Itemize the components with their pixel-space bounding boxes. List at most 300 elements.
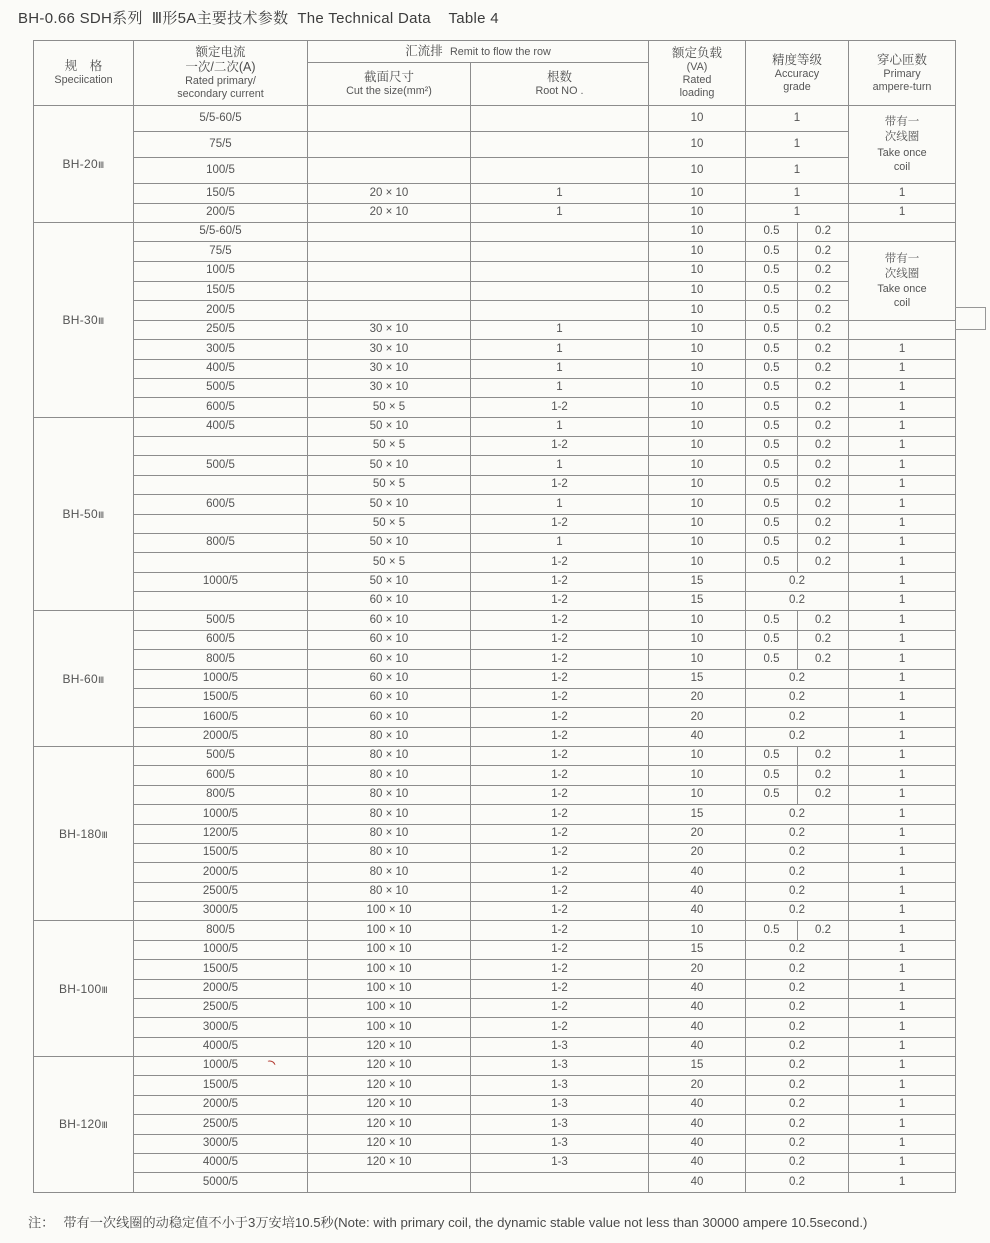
cell-accuracy-02: 0.2 <box>798 921 849 940</box>
cell-accuracy: 0.2 <box>746 1076 849 1095</box>
cell-accuracy-02: 0.2 <box>798 747 849 766</box>
cell-turns: 1 <box>849 417 956 436</box>
cell-turns: 1 <box>849 688 956 707</box>
col-header-spec <box>34 41 134 106</box>
spec-form-numeral: Ⅲ <box>101 829 108 840</box>
cell-current: 250/5 <box>134 320 308 339</box>
cell-root: 1-3 <box>471 1095 649 1114</box>
cell-root: 1-2 <box>471 843 649 862</box>
cell-size: 20 × 10 <box>308 203 471 222</box>
cell-size: 50 × 5 <box>308 475 471 494</box>
cell-root: 1-2 <box>471 998 649 1017</box>
technical-data-table <box>33 40 956 1193</box>
cell-turns: 1 <box>849 1018 956 1037</box>
table-row <box>34 158 956 184</box>
spec-label: BH-60 <box>62 671 98 686</box>
cell-current: 3000/5 <box>134 1134 308 1153</box>
col-header-turns-en1: Primary <box>883 67 921 80</box>
cell-accuracy-05: 0.5 <box>746 456 798 475</box>
table-row <box>34 1057 956 1076</box>
cell-size: 50 × 10 <box>308 495 471 514</box>
cell-va: 40 <box>649 1134 746 1153</box>
cell-root: 1-2 <box>471 708 649 727</box>
cell-accuracy-05: 0.5 <box>746 921 798 940</box>
cell-accuracy-05: 0.5 <box>746 223 798 242</box>
cell-root: 1-2 <box>471 572 649 591</box>
col-header-root-en: Root NO . <box>535 85 584 98</box>
cell-size: 20 × 10 <box>308 184 471 203</box>
cell-turns: 1 <box>849 456 956 475</box>
col-header-spec-zh: 规 格 <box>64 59 103 74</box>
cell-turns: 1 <box>849 437 956 456</box>
cell-turns: 1 <box>849 553 956 572</box>
cell-root: 1-3 <box>471 1037 649 1056</box>
cell-turns: 1 <box>849 630 956 649</box>
cell-va: 10 <box>649 223 746 242</box>
table-row <box>34 785 956 804</box>
cell-va: 10 <box>649 378 746 397</box>
cell-accuracy: 0.2 <box>746 979 849 998</box>
cell-size: 50 × 10 <box>308 456 471 475</box>
table-row <box>34 921 956 940</box>
col-header-accuracy <box>746 41 849 106</box>
cell-root <box>471 301 649 321</box>
cell-size: 30 × 10 <box>308 340 471 359</box>
cell-accuracy-02: 0.2 <box>798 398 849 417</box>
cell-turns: 1 <box>849 611 956 630</box>
table-row <box>34 437 956 456</box>
table-row <box>34 242 956 262</box>
table-row <box>34 1076 956 1095</box>
cell-va: 10 <box>649 553 746 572</box>
cell-va: 10 <box>649 132 746 158</box>
cell-current: 400/5 <box>134 359 308 378</box>
cell-va: 10 <box>649 242 746 262</box>
col-header-size-en: Cut the size(mm²) <box>346 85 432 98</box>
cell-turns: 1 <box>849 785 956 804</box>
cell-root: 1 <box>471 359 649 378</box>
cell-size: 120 × 10 <box>308 1037 471 1056</box>
cell-accuracy-05: 0.5 <box>746 242 798 262</box>
cell-current: 2000/5 <box>134 727 308 746</box>
cell-turns: 1 <box>849 1057 956 1076</box>
cell-size: 30 × 10 <box>308 378 471 397</box>
cell-current: 600/5 <box>134 630 308 649</box>
cell-va: 15 <box>649 1057 746 1076</box>
cell-accuracy-02: 0.2 <box>798 262 849 282</box>
cell-root <box>471 132 649 158</box>
table-row <box>34 611 956 630</box>
spec-label: BH-30 <box>62 312 98 327</box>
cell-size: 60 × 10 <box>308 650 471 669</box>
cell-size: 60 × 10 <box>308 611 471 630</box>
cell-size: 50 × 5 <box>308 514 471 533</box>
cell-size: 80 × 10 <box>308 882 471 901</box>
cell-va: 40 <box>649 1018 746 1037</box>
cell-accuracy-05: 0.5 <box>746 359 798 378</box>
cell-turns: 1 <box>849 805 956 824</box>
cell-root: 1-2 <box>471 437 649 456</box>
spec-label: BH-120 <box>58 1117 102 1132</box>
cell-va: 20 <box>649 824 746 843</box>
cell-accuracy: 0.2 <box>746 882 849 901</box>
cell-accuracy: 0.2 <box>746 1115 849 1134</box>
cell-size: 100 × 10 <box>308 1018 471 1037</box>
cell-accuracy: 1 <box>746 132 849 158</box>
cell-size: 100 × 10 <box>308 940 471 959</box>
cell-root: 1 <box>471 203 649 222</box>
cell-va: 40 <box>649 1153 746 1172</box>
cell-root: 1-2 <box>471 650 649 669</box>
cell-turns: 1 <box>849 650 956 669</box>
cell-accuracy-05: 0.5 <box>746 766 798 785</box>
cell-current <box>134 553 308 572</box>
col-header-accuracy-zh: 精度等级 <box>772 52 823 67</box>
cell-va: 20 <box>649 688 746 707</box>
spec-label: BH-20 <box>62 156 98 171</box>
cell-turns <box>849 320 956 339</box>
cell-root: 1 <box>471 456 649 475</box>
cell-current: 1000/5 <box>134 805 308 824</box>
table-row <box>34 533 956 552</box>
cell-va: 10 <box>649 184 746 203</box>
table-row <box>34 203 956 222</box>
col-header-va-zh1: 额定负载 <box>671 46 722 61</box>
cell-size: 60 × 10 <box>308 669 471 688</box>
header-row-top <box>34 41 956 63</box>
cell-turns: 1 <box>849 184 956 203</box>
spec-label: BH-50 <box>62 506 98 521</box>
cell-accuracy-02: 0.2 <box>798 359 849 378</box>
cell-turns: 1 <box>849 766 956 785</box>
cell-accuracy-05: 0.5 <box>746 514 798 533</box>
cell-accuracy: 0.2 <box>746 1095 849 1114</box>
cell-current: 800/5 <box>134 785 308 804</box>
cell-accuracy: 0.2 <box>746 572 849 591</box>
cell-va: 10 <box>649 456 746 475</box>
cell-current: 2500/5 <box>134 998 308 1017</box>
cell-turns <box>849 223 956 242</box>
cell-accuracy-05: 0.5 <box>746 398 798 417</box>
cell-size: 80 × 10 <box>308 843 471 862</box>
cell-accuracy-02: 0.2 <box>798 630 849 649</box>
cell-va: 10 <box>649 533 746 552</box>
cell-accuracy: 1 <box>746 158 849 184</box>
col-header-va-zh2: (VA) <box>686 61 708 74</box>
cell-root: 1 <box>471 533 649 552</box>
cell-turns: 1 <box>849 882 956 901</box>
cell-turns: 1 <box>849 592 956 611</box>
cell-accuracy-02: 0.2 <box>798 340 849 359</box>
table-row <box>34 688 956 707</box>
cell-size: 80 × 10 <box>308 863 471 882</box>
cell-turns: 1 <box>849 1153 956 1172</box>
cell-turns: 1 <box>849 378 956 397</box>
cell-va: 10 <box>649 766 746 785</box>
cell-size <box>308 1173 471 1193</box>
cell-size: 100 × 10 <box>308 902 471 921</box>
cell-size: 50 × 10 <box>308 533 471 552</box>
table-row <box>34 650 956 669</box>
cell-root: 1-2 <box>471 630 649 649</box>
cell-accuracy: 0.2 <box>746 1134 849 1153</box>
cell-current: 2500/5 <box>134 882 308 901</box>
cell-accuracy-02: 0.2 <box>798 223 849 242</box>
col-header-current <box>134 41 308 106</box>
cell-va: 10 <box>649 262 746 282</box>
col-header-root <box>471 63 649 106</box>
table-row <box>34 320 956 339</box>
cell-current <box>134 475 308 494</box>
cell-current <box>134 592 308 611</box>
cell-va: 10 <box>649 359 746 378</box>
cell-current: 400/5 <box>134 417 308 436</box>
table-row <box>34 398 956 417</box>
cell-va: 20 <box>649 708 746 727</box>
cell-va: 10 <box>649 437 746 456</box>
table-row <box>34 1037 956 1056</box>
cell-root <box>471 281 649 301</box>
cell-size: 100 × 10 <box>308 921 471 940</box>
cell-accuracy-05: 0.5 <box>746 281 798 301</box>
cell-accuracy-05: 0.5 <box>746 785 798 804</box>
table-row <box>34 184 956 203</box>
cell-root: 1 <box>471 495 649 514</box>
cell-size: 120 × 10 <box>308 1115 471 1134</box>
cell-size: 50 × 10 <box>308 417 471 436</box>
cell-accuracy-02: 0.2 <box>798 650 849 669</box>
primary-coil-note: 带有一 次线圈 Take once coil <box>877 252 927 310</box>
cell-accuracy: 1 <box>746 184 849 203</box>
cell-size: 80 × 10 <box>308 766 471 785</box>
cell-va: 40 <box>649 863 746 882</box>
cell-turns-coil <box>849 106 956 184</box>
table-row <box>34 1153 956 1172</box>
cell-root: 1-2 <box>471 669 649 688</box>
cell-root: 1-2 <box>471 785 649 804</box>
cell-current: 500/5 <box>134 456 308 475</box>
cell-current: 3000/5 <box>134 1018 308 1037</box>
cell-accuracy-02: 0.2 <box>798 456 849 475</box>
cell-size: 50 × 5 <box>308 437 471 456</box>
col-header-current-zh1: 额定电流 <box>195 45 246 60</box>
cell-root <box>471 106 649 132</box>
cell-va: 10 <box>649 106 746 132</box>
cell-root: 1-2 <box>471 921 649 940</box>
cell-accuracy-02: 0.2 <box>798 533 849 552</box>
table-row <box>34 592 956 611</box>
cell-turns: 1 <box>849 1037 956 1056</box>
cell-size: 30 × 10 <box>308 320 471 339</box>
cell-root: 1-2 <box>471 592 649 611</box>
cell-accuracy-05: 0.5 <box>746 533 798 552</box>
cell-size: 50 × 5 <box>308 398 471 417</box>
cell-root: 1-2 <box>471 1018 649 1037</box>
table-row <box>34 882 956 901</box>
cell-current: 1000/5 <box>134 669 308 688</box>
cell-va: 10 <box>649 203 746 222</box>
cell-size <box>308 281 471 301</box>
cell-size: 60 × 10 <box>308 688 471 707</box>
cell-root: 1-2 <box>471 863 649 882</box>
cell-size <box>308 301 471 321</box>
cell-root: 1-2 <box>471 688 649 707</box>
cell-accuracy: 0.2 <box>746 669 849 688</box>
cell-accuracy-05: 0.5 <box>746 437 798 456</box>
cell-turns: 1 <box>849 727 956 746</box>
cell-current: 4000/5 <box>134 1153 308 1172</box>
table-row <box>34 301 956 321</box>
cell-turns: 1 <box>849 1076 956 1095</box>
col-header-busbar-zh: 汇流排 <box>405 43 443 58</box>
table-row <box>34 378 956 397</box>
cell-size <box>308 158 471 184</box>
cell-accuracy: 0.2 <box>746 708 849 727</box>
cell-root <box>471 1173 649 1193</box>
cell-current: 200/5 <box>134 203 308 222</box>
cell-size: 80 × 10 <box>308 824 471 843</box>
cell-accuracy-02: 0.2 <box>798 553 849 572</box>
cell-va: 10 <box>649 495 746 514</box>
cell-root: 1-2 <box>471 940 649 959</box>
cell-size: 120 × 10 <box>308 1076 471 1095</box>
cell-current: 600/5 <box>134 398 308 417</box>
table-row <box>34 630 956 649</box>
cell-size: 30 × 10 <box>308 359 471 378</box>
col-header-turns-en2: ampere-turn <box>872 80 932 93</box>
cell-current: 5/5-60/5 <box>134 106 308 132</box>
cell-accuracy-05: 0.5 <box>746 378 798 397</box>
cell-spec <box>34 1057 134 1193</box>
cell-current: 1000/5 <box>134 940 308 959</box>
cell-root: 1-3 <box>471 1153 649 1172</box>
cell-turns: 1 <box>849 1134 956 1153</box>
cell-accuracy: 0.2 <box>746 824 849 843</box>
cell-current: 1500/5 <box>134 843 308 862</box>
cell-va: 10 <box>649 611 746 630</box>
cell-spec <box>34 747 134 921</box>
cell-va: 20 <box>649 960 746 979</box>
cell-current: 75/5 <box>134 242 308 262</box>
cell-turns-coil <box>849 242 956 320</box>
cell-turns: 1 <box>849 979 956 998</box>
cell-turns: 1 <box>849 340 956 359</box>
table-row <box>34 960 956 979</box>
cell-va: 10 <box>649 650 746 669</box>
table-row <box>34 223 956 242</box>
cell-current: 800/5 <box>134 650 308 669</box>
cell-current: 4000/5 <box>134 1037 308 1056</box>
cell-accuracy-05: 0.5 <box>746 495 798 514</box>
cell-turns: 1 <box>849 572 956 591</box>
scan-artifact-line <box>955 307 986 308</box>
cell-turns: 1 <box>849 398 956 417</box>
cell-accuracy: 1 <box>746 203 849 222</box>
cell-accuracy-05: 0.5 <box>746 611 798 630</box>
col-header-spec-en: Speciication <box>54 74 113 87</box>
cell-accuracy: 0.2 <box>746 805 849 824</box>
cell-va: 10 <box>649 301 746 321</box>
cell-spec <box>34 417 134 611</box>
cell-va: 15 <box>649 592 746 611</box>
cell-accuracy: 0.2 <box>746 1173 849 1193</box>
cell-root: 1-2 <box>471 611 649 630</box>
cell-root: 1 <box>471 320 649 339</box>
cell-root: 1 <box>471 340 649 359</box>
scan-artifact-line <box>985 307 986 330</box>
table-row <box>34 262 956 282</box>
table-row <box>34 979 956 998</box>
cell-size: 120 × 10 <box>308 1057 471 1076</box>
scan-artifact-line <box>955 329 986 330</box>
cell-root: 1-2 <box>471 514 649 533</box>
cell-accuracy-02: 0.2 <box>798 281 849 301</box>
cell-size: 80 × 10 <box>308 727 471 746</box>
cell-size <box>308 106 471 132</box>
footnote <box>28 1212 867 1231</box>
cell-turns: 1 <box>849 747 956 766</box>
cell-accuracy-02: 0.2 <box>798 301 849 321</box>
cell-accuracy: 0.2 <box>746 960 849 979</box>
cell-size: 80 × 10 <box>308 785 471 804</box>
cell-root: 1-3 <box>471 1115 649 1134</box>
cell-current: 100/5 <box>134 262 308 282</box>
cell-va: 10 <box>649 398 746 417</box>
cell-current: 2000/5 <box>134 1095 308 1114</box>
cell-root: 1-3 <box>471 1076 649 1095</box>
cell-va: 20 <box>649 843 746 862</box>
col-header-turns <box>849 41 956 106</box>
cell-turns: 1 <box>849 1115 956 1134</box>
cell-va: 15 <box>649 669 746 688</box>
cell-accuracy-02: 0.2 <box>798 611 849 630</box>
cell-accuracy-05: 0.5 <box>746 553 798 572</box>
cell-turns: 1 <box>849 359 956 378</box>
cell-turns: 1 <box>849 495 956 514</box>
cell-accuracy-05: 0.5 <box>746 650 798 669</box>
cell-turns: 1 <box>849 533 956 552</box>
cell-size: 100 × 10 <box>308 979 471 998</box>
cell-accuracy-05: 0.5 <box>746 747 798 766</box>
spec-label: BH-100 <box>58 981 102 996</box>
cell-turns: 1 <box>849 669 956 688</box>
cell-root <box>471 262 649 282</box>
table-row <box>34 572 956 591</box>
cell-va: 40 <box>649 1095 746 1114</box>
cell-turns: 1 <box>849 960 956 979</box>
cell-current: 300/5 <box>134 340 308 359</box>
cell-accuracy-05: 0.5 <box>746 340 798 359</box>
cell-current: 5/5-60/5 <box>134 223 308 242</box>
col-header-busbar-en: Remit to flow the row <box>449 45 551 58</box>
cell-spec <box>34 223 134 418</box>
table-row <box>34 727 956 746</box>
cell-current: 2500/5 <box>134 1115 308 1134</box>
cell-current: 2000/5 <box>134 979 308 998</box>
col-header-current-en1: Rated primary/ <box>185 75 256 88</box>
cell-va: 15 <box>649 805 746 824</box>
table-row <box>34 106 956 132</box>
primary-coil-note: 带有一 次线圈 Take once coil <box>877 116 927 173</box>
cell-va: 40 <box>649 998 746 1017</box>
cell-current: 1200/5 <box>134 824 308 843</box>
spec-form-numeral: Ⅲ <box>98 509 105 520</box>
table-row <box>34 1115 956 1134</box>
cell-va: 10 <box>649 320 746 339</box>
cell-root: 1 <box>471 417 649 436</box>
cell-current: 1000/5 <box>134 1057 308 1076</box>
table-row <box>34 863 956 882</box>
